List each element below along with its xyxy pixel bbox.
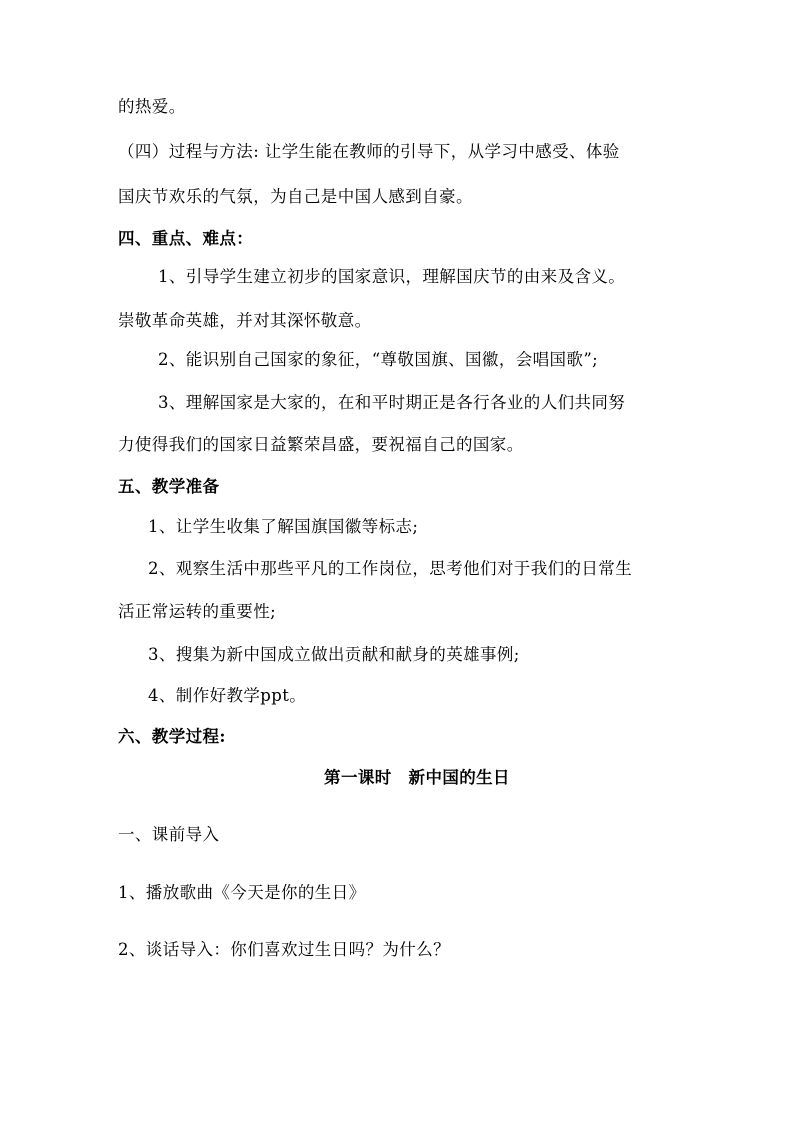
paragraph-line: 一、课前导入 [118, 825, 220, 844]
paragraph-line: 活正常运转的重要性; [118, 602, 277, 621]
lesson-title: 第一课时 新中国的生日 [324, 768, 510, 787]
section-heading: 四、重点、难点： [118, 229, 254, 248]
paragraph-line: 2、能识别自己国家的象征，“尊敬国旗、国徽，会唱国歌”; [158, 350, 599, 369]
paragraph-line: 国庆节欢乐的气氛，为自己是中国人感到自豪。 [118, 187, 473, 206]
paragraph-line: 3、搜集为新中国成立做出贡献和献身的英雄事例; [148, 645, 520, 664]
paragraph-line: 力使得我们的国家日益繁荣昌盛，要祝福自己的国家。 [118, 435, 524, 454]
section-heading: 五、教学准备 [118, 477, 220, 496]
paragraph-line: 1、播放歌曲《今天是你的生日》 [118, 883, 366, 902]
section-heading: 六、教学过程: [118, 727, 226, 746]
paragraph-line: 1、引导学生建立初步的国家意识，理解国庆节的由来及含义。 [158, 267, 626, 286]
paragraph-line: 1、让学生收集了解国旗国徽等标志; [148, 517, 419, 536]
paragraph-line: 4、制作好教学ppt。 [148, 686, 307, 705]
paragraph-line: （四）过程与方法: 让学生能在教师的引导下，从学习中感受、体验 [118, 142, 620, 161]
paragraph-line: 3、理解国家是大家的，在和平时期正是各行各业的人们共同努 [158, 393, 626, 412]
paragraph-line: 2、谈话导入：你们喜欢过生日吗？为什么？ [118, 940, 450, 959]
paragraph-line: 的热爱。 [118, 97, 186, 116]
paragraph-line: 2、观察生活中那些平凡的工作岗位，思考他们对于我们的日常生 [148, 559, 633, 578]
paragraph-line: 崇敬革命英雄，并对其深怀敬意。 [118, 311, 372, 330]
